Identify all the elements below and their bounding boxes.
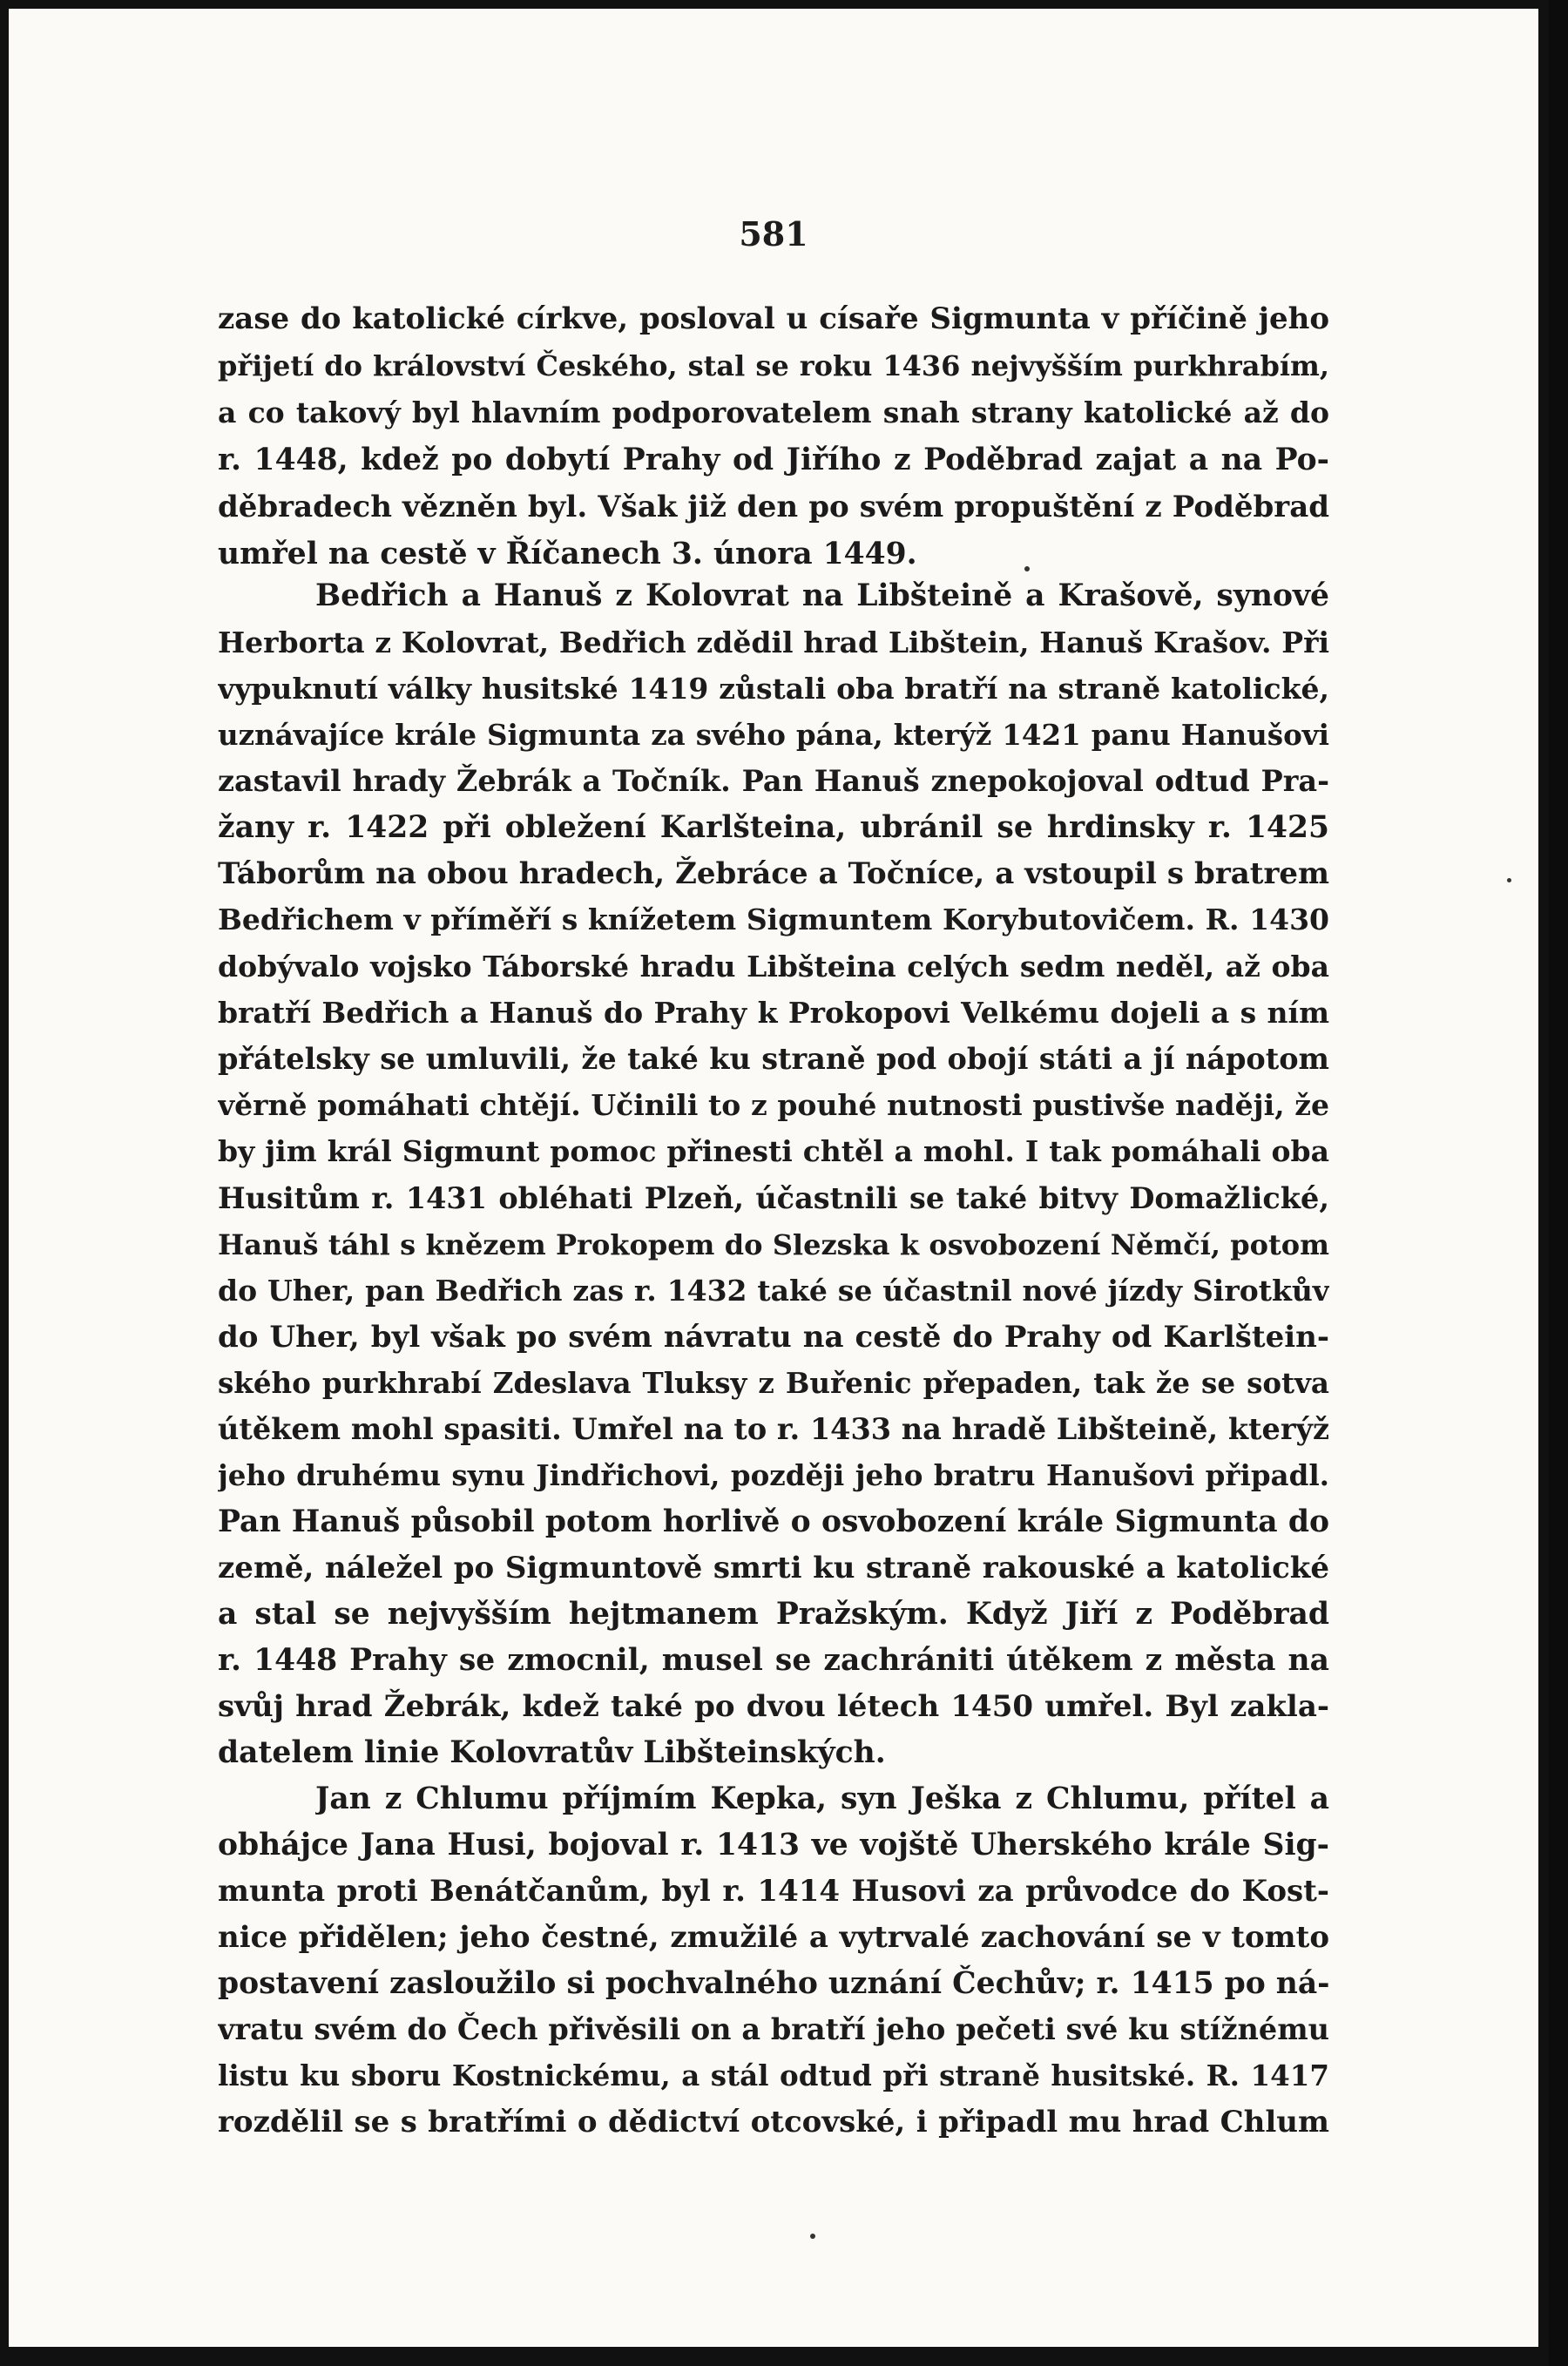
paper-sheet [9, 9, 1538, 2347]
text-line: Herborta z Kolovrat, Bedřich zdědil hrad Libštein, Hanuš Krašov. Při [218, 625, 1329, 659]
text-line: Bedřich a Hanuš z Kolovrat na Libšteině a Krašově, synové [315, 578, 1329, 613]
text-line: listu ku sboru Kostnickému, a stál odtud při straně husitské. R. 1417 [218, 2058, 1329, 2092]
text-line: nice přidělen; jeho čestné, zmužilé a vytrvalé zachování se v tomto [218, 1920, 1329, 1955]
text-line: a stal se nejvyšším hejtmanem Pražským. Když Jiří z Poděbrad [218, 1597, 1329, 1632]
text-line: jeho druhému synu Jindřichovi, později jeho bratru Hanušovi připadl. [218, 1458, 1329, 1492]
text-line: Táborům na obou hradech, Žebráce a Točníce, a vstoupil s bratrem [218, 856, 1329, 891]
text-line: země, náležel po Sigmuntově smrti ku straně rakouské a katolické [218, 1551, 1329, 1585]
text-line: a co takový byl hlavním podporovatelem snah strany katolické až do [218, 395, 1329, 429]
text-line: do Uher, pan Bedřich zas r. 1432 také se účastnil nové jízdy Sirotkův [218, 1274, 1329, 1308]
text-line: obhájce Jana Husi, bojoval r. 1413 ve vojště Uherského krále Sig- [218, 1828, 1329, 1862]
text-line: do Uher, byl však po svém návratu na cestě do Prahy od Karlštein- [218, 1320, 1329, 1355]
text-line: žany r. 1422 při obležení Karlšteina, ubránil se hrdinsky r. 1425 [218, 810, 1329, 845]
text-line: datelem linie Kolovratův Libšteinských. [218, 1735, 886, 1770]
text-line: r. 1448 Prahy se zmocnil, musel se zachrániti útěkem z města na [218, 1643, 1329, 1678]
text-line: rozdělil se s bratřími o dědictví otcovské, i připadl mu hrad Chlum [218, 2105, 1329, 2140]
text-line: Jan z Chlumu příjmím Kepka, syn Ješka z Chlumu, přítel a [315, 1781, 1329, 1816]
text-line: dobývalo vojsko Táborské hradu Libšteina celých sedm neděl, až oba [218, 950, 1329, 984]
text-line: zase do katolické církve, posloval u císaře Sigmunta v příčině jeho [218, 301, 1329, 336]
text-line: věrně pomáhati chtějí. Učinili to z pouhé nutnosti pustivše naději, že [218, 1088, 1329, 1122]
text-line: Husitům r. 1431 obléhati Plzeň, účastnili se také bitvy Domažlické, [218, 1181, 1329, 1215]
page-number: 581 [739, 214, 808, 254]
text-line: bratří Bedřich a Hanuš do Prahy k Prokopovi Velkému dojeli a s ním [218, 996, 1329, 1030]
text-line: munta proti Benátčanům, byl r. 1414 Husovi za průvodce do Kost- [218, 1874, 1329, 1909]
text-line: Hanuš táhl s knězem Prokopem do Slezska k osvobození Němčí, potom [218, 1228, 1329, 1261]
text-line: zastavil hrady Žebrák a Točník. Pan Hanuš znepokojoval odtud Pra- [218, 764, 1329, 798]
text-line: r. 1448, kdež po dobytí Prahy od Jiřího z Poděbrad zajat a na Po- [218, 443, 1329, 477]
text-line: uznávajíce krále Sigmunta za svého pána, kterýž 1421 panu Hanušovi [218, 718, 1329, 752]
text-line: by jim král Sigmunt pomoc přinesti chtěl a mohl. I tak pomáhali oba [218, 1134, 1329, 1168]
text-line: vypuknutí války husitské 1419 zůstali oba bratří na straně katolické, [218, 672, 1329, 706]
text-line: přijetí do království Českého, stal se roku 1436 nejvyšším purkhrabím, [218, 349, 1329, 382]
scan-speck [810, 2234, 815, 2239]
scan-speck [1024, 566, 1030, 571]
scan-speck [1507, 878, 1511, 882]
text-line: Bedřichem v příměří s knížetem Sigmuntem Korybutovičem. R. 1430 [218, 902, 1329, 936]
text-line: vratu svém do Čech přivěsili on a bratří jeho pečeti své ku stížnému [218, 2012, 1329, 2046]
text-line: přátelsky se umluvili, že také ku straně pod obojí státi a jí nápotom [218, 1042, 1329, 1076]
text-line: útěkem mohl spasiti. Umřel na to r. 1433 na hradě Libšteině, kterýž [218, 1412, 1329, 1446]
text-line: umřel na cestě v Říčanech 3. února 1449. [218, 537, 917, 571]
text-line: Pan Hanuš působil potom horlivě o osvobození krále Sigmunta do [218, 1504, 1329, 1539]
scan-edge [1549, 0, 1568, 2366]
text-line: svůj hrad Žebrák, kdež také po dvou létech 1450 umřel. Byl zakla- [218, 1689, 1329, 1724]
text-line: ského purkhrabí Zdeslava Tluksy z Buřenic přepaden, tak že se sotva [218, 1366, 1329, 1400]
text-line: postavení zasloužilo si pochvalného uznání Čechův; r. 1415 po ná- [218, 1966, 1329, 2001]
text-line: děbradech vězněn byl. Však již den po svém propuštění z Poděbrad [218, 490, 1329, 524]
